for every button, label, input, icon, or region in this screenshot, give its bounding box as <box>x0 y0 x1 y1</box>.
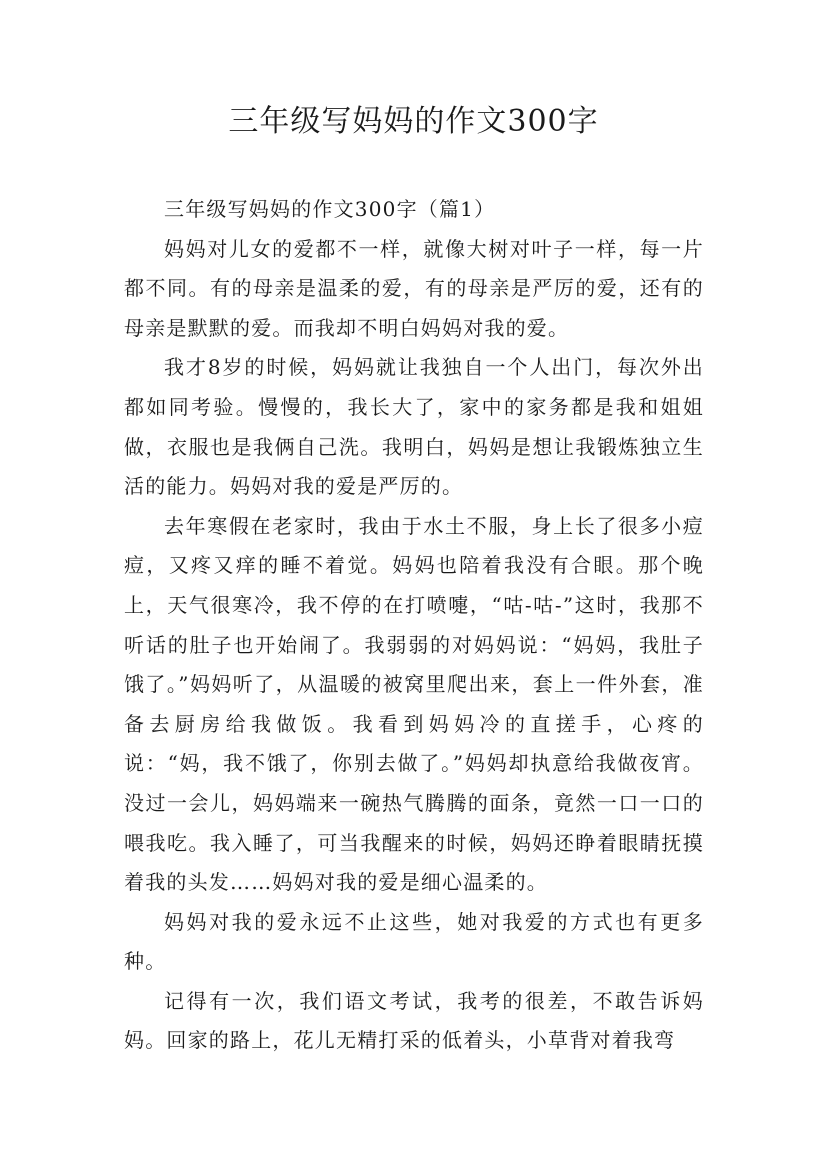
paragraph-3: 去年寒假在老家时，我由于水土不服，身上长了很多小痘痘，又疼又痒的睡不着觉。妈妈也陪着我没有合眼。那个晚上，天气很寒冷，我不停的在打喷嚏，“咕-咕-”这时，我那不听话的肚子也开始闹了。我弱弱的对妈妈说：“妈妈，我肚子饿了。”妈妈听了，从温暖的被窝里爬出来，套上一件外套，准备去厨房给我做饭。我看到妈妈冷的直搓手，心疼的说：“妈，我不饿了，你别去做了。”妈妈却执意给我做夜宵。没过一会儿，妈妈端来一碗热气腾腾的面条，竟然一口一口的喂我吃。我入睡了，可当我醒来的时候，妈妈还睁着眼睛抚摸着我的头发……妈妈对我的爱是细心温柔的。 <box>124 513 704 895</box>
paragraph-2: 我才8岁的时候，妈妈就让我独自一个人出门，每次外出都如同考验。慢慢的，我长大了，家中的家务都是我和姐姐做，衣服也是我俩自己洗。我明白，妈妈是想让我锻炼独立生活的能力。妈妈对我的爱是严厉的。 <box>124 355 704 499</box>
paragraph-5: 记得有一次，我们语文考试，我考的很差，不敢告诉妈妈。回家的路上，花儿无精打采的低着头，小草背对着我弯 <box>124 988 704 1053</box>
document-title: 三年级写妈妈的作文300字 <box>228 104 599 139</box>
paragraph-4: 妈妈对我的爱永远不止这些，她对我爱的方式也有更多种。 <box>124 909 704 974</box>
paragraph-1: 妈妈对儿女的爱都不一样，就像大树对叶子一样，每一片都不同。有的母亲是温柔的爱，有的母亲是严厉的爱，还有的母亲是默默的爱。而我却不明白妈妈对我的爱。 <box>124 236 704 340</box>
document-body <box>124 190 704 1061</box>
section-heading: 三年级写妈妈的作文300字（篇1） <box>164 197 496 221</box>
